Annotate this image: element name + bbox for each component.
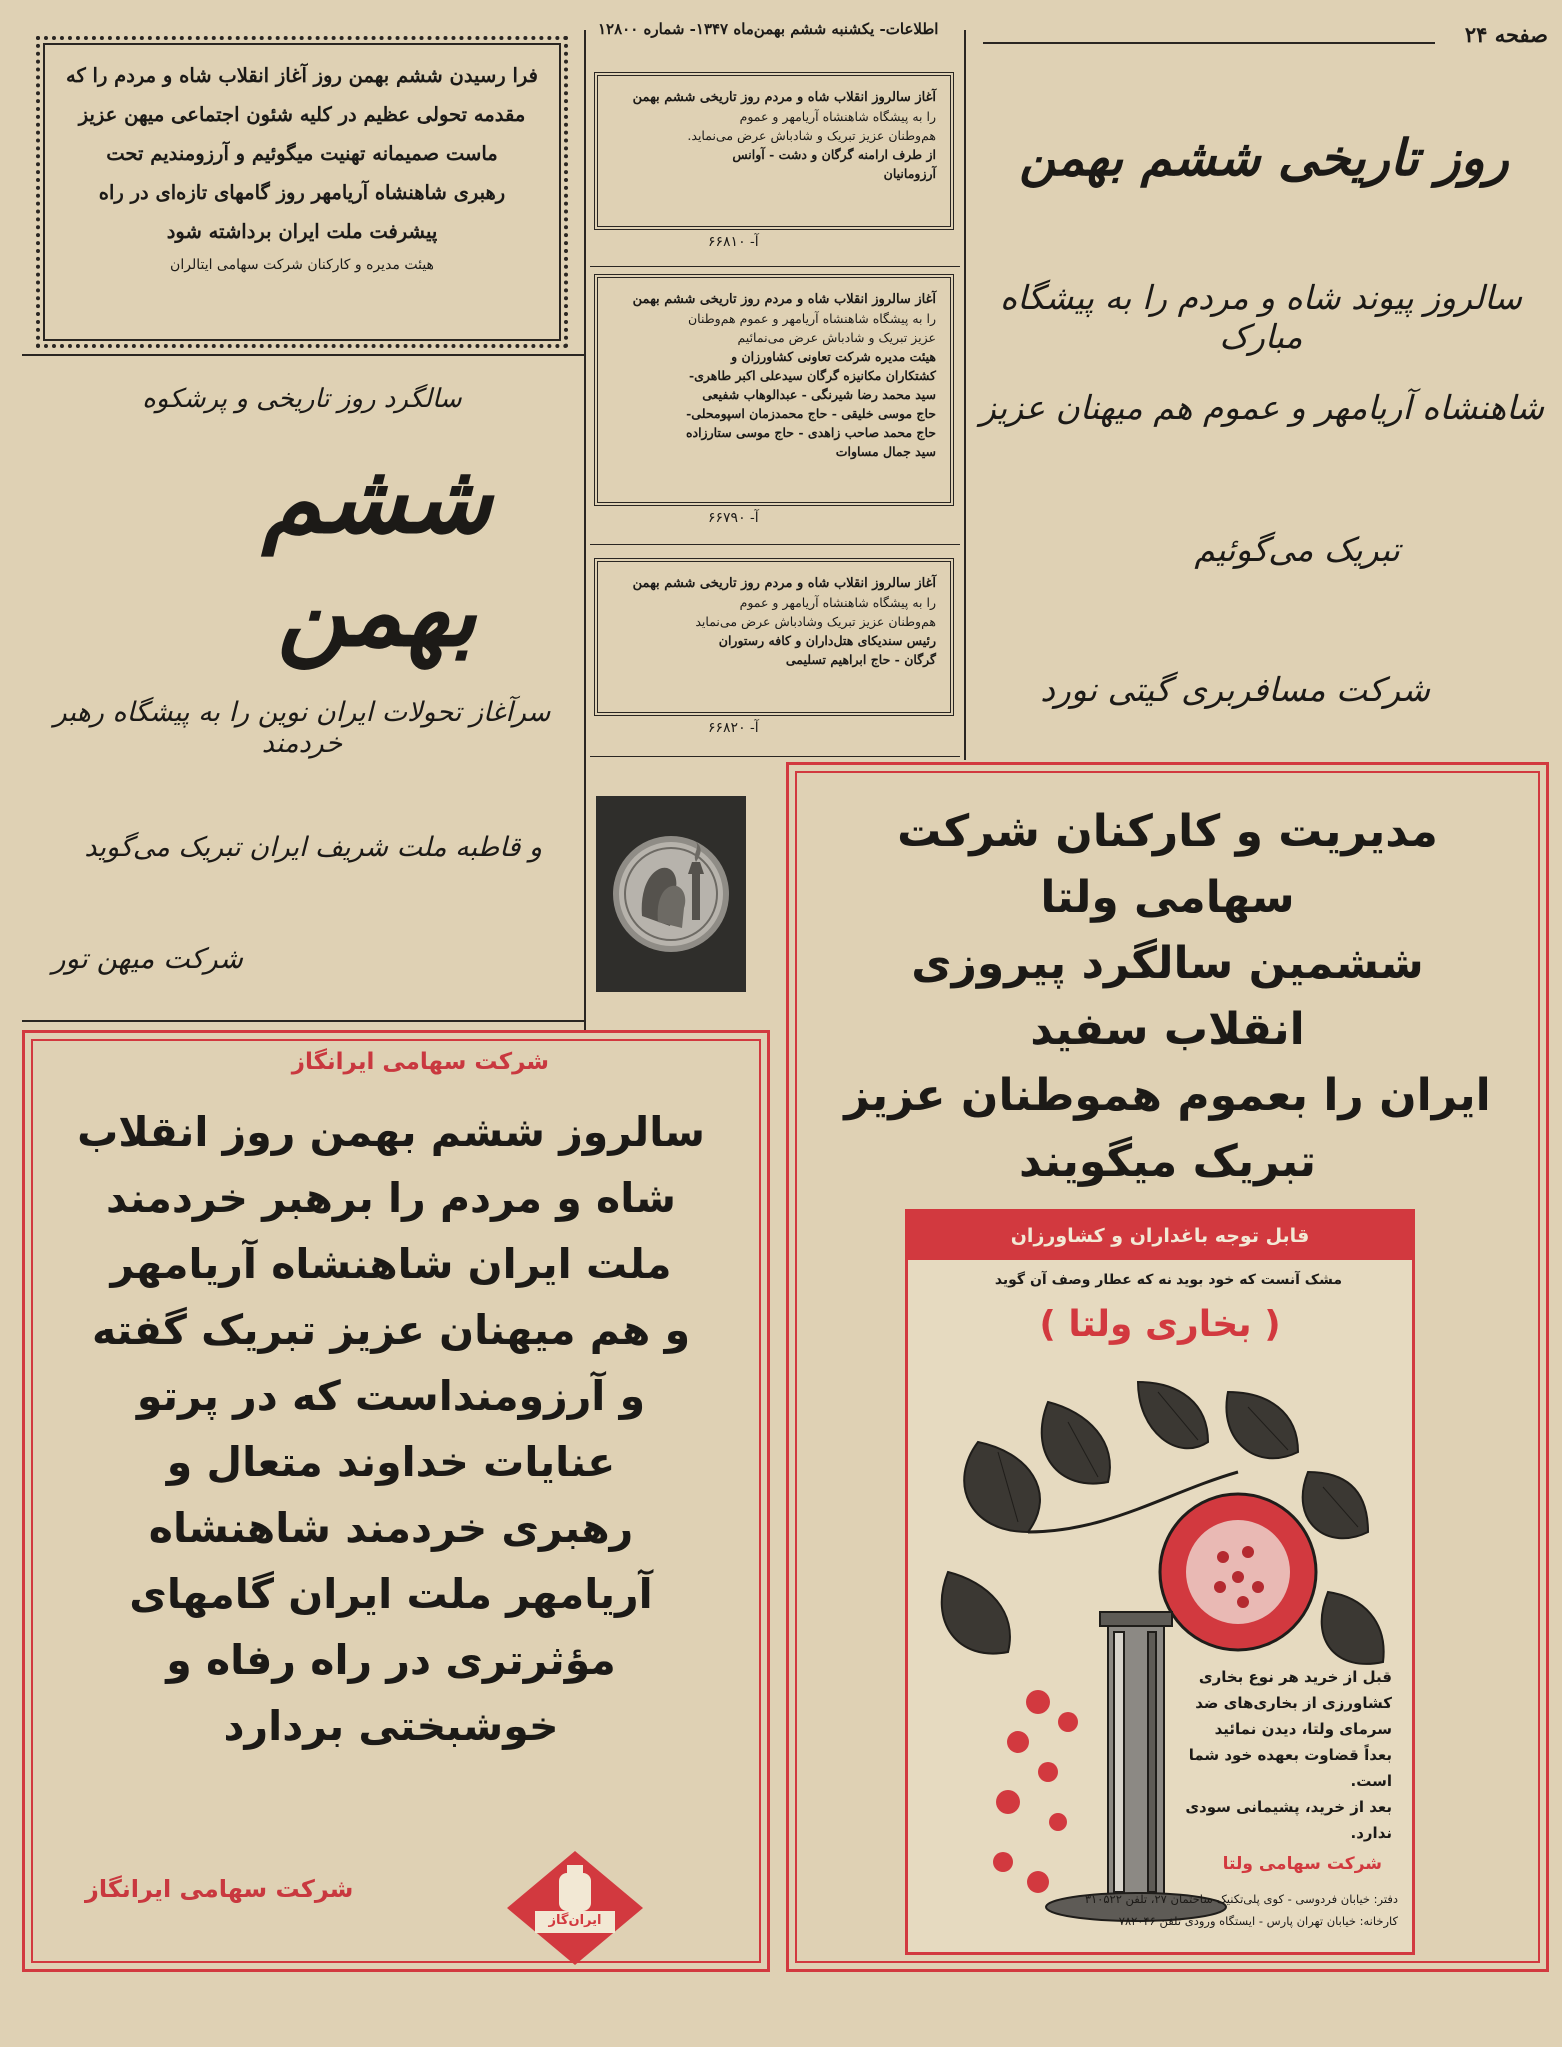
rule-after-ad3 bbox=[590, 756, 960, 757]
gorgan-ad-1-line: هم‌وطنان عزیز تبریک و شادباش عرض می‌نماید. bbox=[687, 128, 936, 143]
iran-gaz-line: و هم میهنان عزیز تبریک گفته bbox=[91, 1306, 691, 1354]
column-rule-middle bbox=[964, 30, 966, 760]
gas-cylinder-icon bbox=[505, 1849, 645, 1967]
mihan-tour-line1: سالگرد روز تاریخی و پرشکوه bbox=[142, 384, 462, 414]
iran-gaz-line: خوشبختی بردارد bbox=[223, 1702, 559, 1750]
mihan-tour-line3: و قاطبه ملت شریف ایران تبریک می‌گوید bbox=[84, 832, 542, 863]
iran-gaz-ad bbox=[22, 1030, 770, 1972]
volta-body-line: بعد از خرید، پشیمانی سودی bbox=[1185, 1798, 1392, 1816]
iran-gaz-line: رهبری خردمند شاهنشاه bbox=[148, 1504, 634, 1552]
gorgan-ad-3-title: آغاز سالروز انقلاب شاه و مردم روز تاریخی ششم بهمن bbox=[632, 576, 936, 591]
volta-headline-line: مدیریت و کارکنان شرکت bbox=[897, 806, 1438, 857]
giti-navard-line: سالروز پیوند شاه و مردم را به پیشگاه مبارک bbox=[999, 278, 1523, 356]
volta-body-line: قبل از خرید هر نوع بخاری bbox=[1198, 1668, 1392, 1686]
iran-gaz-line: سالروز ششم بهمن روز انقلاب bbox=[77, 1108, 705, 1156]
giti-navard-signature: شرکت مسافربری گیتی نورد bbox=[1040, 670, 1430, 709]
gorgan-ad-1-line: را به پیشگاه شاهنشاه آریامهر و عموم bbox=[739, 109, 936, 124]
iran-gaz-line: شاه و مردم را برهبر خردمند bbox=[106, 1174, 676, 1222]
volta-headline-line: ایران را بعموم هموطنان عزیز bbox=[844, 1070, 1491, 1121]
rule-under-left-column bbox=[22, 1020, 584, 1022]
iran-gaz-logo bbox=[505, 1849, 645, 1967]
gorgan-ad-3-line: را به پیشگاه شاهنشاه آریامهر و عموم bbox=[739, 595, 936, 610]
mihan-tour-line2: سرآغاز تحولات ایران نوین را به پیشگاه رهبر خردمند bbox=[53, 697, 551, 759]
volta-banner: قابل توجه باغداران و کشاورزان bbox=[908, 1212, 1412, 1260]
gorgan-ad-3-code: آ- ۶۶۸۲۰ bbox=[708, 720, 759, 736]
iran-gaz-logo-text: ایران‌گاز bbox=[548, 1913, 602, 1928]
giti-navard-line: تبریک می‌گوئیم bbox=[1194, 530, 1400, 569]
mihan-tour-ad bbox=[22, 362, 582, 1012]
page-number: صفحه ۲۴ bbox=[1464, 22, 1548, 47]
italiran-line: فرا رسیدن ششم بهمن روز آغاز انقلاب شاه و مردم را که bbox=[66, 64, 538, 87]
volta-body-line: بعداً قضاوت بعهده خود شما bbox=[1188, 1746, 1392, 1764]
volta-address-1: دفتر: خیابان فردوسی - کوی پلی‌تکنیک ساختمان ۲۷، تلفن ۳۱۰۵۲۲ bbox=[1084, 1892, 1398, 1906]
italiran-line: پیشرفت ملت ایران برداشته شود bbox=[166, 220, 438, 243]
gorgan-ad-2-title: آغاز سالروز انقلاب شاه و مردم روز تاریخی ششم بهمن bbox=[632, 292, 936, 307]
iran-gaz-line: و آرزومنداست که در پرتو bbox=[136, 1372, 646, 1420]
gorgan-ad-3-line: گرگان - حاج ابراهیم تسلیمی bbox=[785, 652, 936, 667]
volta-body-line: است. bbox=[1350, 1772, 1392, 1790]
gorgan-ad-1-line: آرزومانیان bbox=[883, 166, 936, 181]
gorgan-ad-2-code: آ- ۶۶۷۹۰ bbox=[708, 510, 759, 526]
gorgan-ad-2-line: حاج محمد صاحب زاهدی - حاج موسی ستارزاده bbox=[685, 425, 936, 440]
iran-gaz-company-top: شرکت سهامی ایرانگاز bbox=[291, 1049, 549, 1075]
gorgan-ad-2-line: را به پیشگاه شاهنشاه آریامهر و عموم هم‌وطنان bbox=[687, 311, 936, 326]
gorgan-ad-3-line: هم‌وطنان عزیز تبریک وشادباش عرض می‌نماید bbox=[695, 614, 936, 629]
rule-after-ad1 bbox=[590, 266, 960, 267]
iran-gaz-company-bottom: شرکت سهامی ایرانگاز bbox=[85, 1875, 354, 1903]
rule-under-left-top bbox=[22, 354, 584, 356]
volta-headline-line: ششمین سالگرد پیروزی bbox=[911, 938, 1424, 989]
gorgan-ad-3-line: رئیس سندیکای هتل‌داران و کافه رستوران bbox=[718, 633, 936, 648]
italiran-ad bbox=[36, 36, 568, 348]
gorgan-ad-2 bbox=[594, 274, 954, 526]
volta-proverb-a: مشک آنست که خود بوید bbox=[1176, 1272, 1342, 1288]
gorgan-ad-1-title: آغاز سالروز انقلاب شاه و مردم روز تاریخی ششم بهمن bbox=[632, 90, 936, 105]
medal-portrait-icon bbox=[596, 796, 746, 992]
volta-proverb-b: نه که عطار وصف آن گوید bbox=[994, 1272, 1172, 1288]
rule-after-ad2 bbox=[590, 544, 960, 545]
volta-company: شرکت سهامی ولتا bbox=[1222, 1854, 1382, 1874]
header-rule-right bbox=[983, 42, 1435, 44]
gorgan-ad-1-line: از طرف ارامنه گرگان و دشت - آوانس bbox=[732, 147, 936, 162]
iran-gaz-line: آریامهر ملت ایران گامهای bbox=[129, 1570, 653, 1618]
iran-gaz-line: عنایات خداوند متعال و bbox=[166, 1438, 616, 1486]
column-rule-left bbox=[584, 30, 586, 1030]
italiran-signature: هیئت مدیره و کارکنان شرکت سهامی ایتالران bbox=[170, 257, 434, 273]
volta-body-line: ندارد. bbox=[1350, 1824, 1392, 1842]
gorgan-ad-2-line: سید محمد رضا شیرنگی - عبدالوهاب شفیعی bbox=[702, 387, 936, 402]
mihan-tour-signature: شرکت میهن تور bbox=[52, 942, 243, 975]
gorgan-ad-1-code: آ- ۶۶۸۱۰ bbox=[708, 234, 759, 250]
iran-gaz-line: مؤثرتری در راه رفاه و bbox=[166, 1636, 616, 1684]
volta-headline-line: تبریک میگویند bbox=[1018, 1136, 1317, 1187]
iran-gaz-line: ملت ایران شاهنشاه آریامهر bbox=[110, 1240, 672, 1288]
gorgan-ad-2-line: کشتکاران مکانیزه گرگان سیدعلی اکبر طاهری- bbox=[688, 368, 936, 383]
volta-body-line: کشاورزی از بخاری‌های ضد bbox=[1195, 1694, 1392, 1712]
giti-navard-headline: روز تاریخی ششم بهمن bbox=[1019, 128, 1509, 187]
gorgan-ad-2-line: هیئت مدیره شرکت تعاونی کشاورزان و bbox=[731, 349, 936, 364]
giti-navard-ad bbox=[978, 70, 1550, 750]
gorgan-ad-2-line: حاج موسی خلیقی - حاج محمدزمان اسپومحلی- bbox=[686, 406, 936, 421]
gorgan-ad-2-line: سید جمال مساوات bbox=[835, 444, 936, 459]
italiran-line: رهبری شاهنشاه آریامهر روز گامهای تازه‌ای در راه bbox=[98, 181, 506, 204]
italiran-line: ماست صمیمانه تهنیت میگوئیم و آرزومندیم تحت bbox=[106, 142, 498, 165]
gorgan-ad-3 bbox=[594, 558, 954, 736]
mihan-tour-headline: ششم بهمن bbox=[262, 442, 492, 668]
volta-body-line: سرمای ولتا، دیدن نمائید bbox=[1214, 1720, 1392, 1738]
volta-heater-ad bbox=[905, 1209, 1415, 1955]
gorgan-ad-1 bbox=[594, 72, 954, 250]
volta-address-2: کارخانه: خیابان تهران پارس - ایستگاه ورودی تلفن ۷۸۲۰۴۶ bbox=[1118, 1914, 1398, 1928]
volta-product-name: ( بخاری ولتا ) bbox=[1039, 1304, 1281, 1345]
gorgan-ad-2-line: عزیز تبریک و شادباش عرض می‌نمائیم bbox=[737, 330, 936, 345]
giti-navard-line: شاهنشاه آریامهر و عموم هم میهنان عزیز bbox=[979, 388, 1544, 427]
volta-headline-line: انقلاب سفید bbox=[1030, 1004, 1305, 1055]
volta-headline-line: سهامی ولتا bbox=[1040, 872, 1295, 923]
volta-ad bbox=[786, 762, 1549, 1972]
italiran-line: مقدمه تحولی عظیم در کلیه شئون اجتماعی میهن عزیز bbox=[78, 103, 526, 126]
medallion-photo bbox=[596, 796, 746, 992]
header-dateline: اطلاعات- یکشنبه ششم بهمن‌ماه ۱۳۴۷- شماره ۱۲۸۰۰ bbox=[598, 20, 939, 38]
